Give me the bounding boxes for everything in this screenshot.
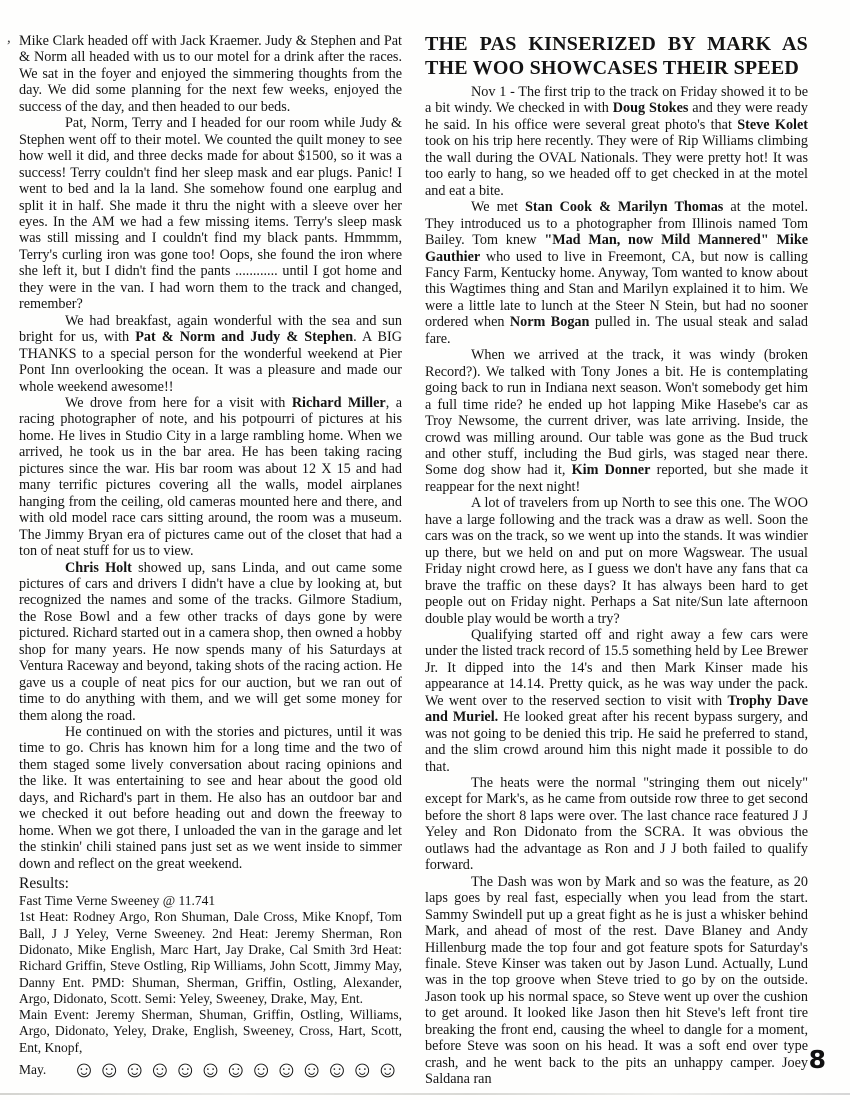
results-heading: Results: [19, 875, 69, 893]
paragraph: Qualifying started off and right away a few cars were under the listed track record of 15.5 something held by Lee Brewer Jr. It dipped into the 14's and then Mark Kinser made his appearance at 14.14. Pretty quick, as he was way under the pack. We went over to the reserved section to visit with Trophy Dave and Muriel. He looked great after his recent bypass surgery, and was not going to be denied this trip. He said he preferred to stand, and the slim crowd around him this night made it possible to do that. [425, 626, 808, 775]
smiley-icon: ☺ [299, 1057, 326, 1083]
results-section [19, 874, 402, 1081]
fast-time-line: Fast Time Verne Sweeney @ 11.741 [19, 893, 216, 909]
heats-results-line: 1st Heat: Rodney Argo, Ron Shuman, Dale Cross, Mike Knopf, Tom Ball, J J Yeley, Verne Sweeney. 2nd Heat: Jeremy Sherman, Ron Didonato, Mike English, Marc Hart, Jay Drake, Cal Smith 3rd Heat: Richard Griffin, Steve Ostling, Rip Williams, John Scott, Jimmy May, Danny Ent. PMD: Shuman, Sherman, Griffin, Ostling, Alexander, Argo, Didonato, Scott. Semi: Yeley, Sweeney, Drake, May, Ent. [19, 909, 402, 1006]
smiley-icon: ☺ [97, 1057, 123, 1083]
smiley-icon: ☺ [224, 1057, 250, 1083]
smiley-row [19, 1058, 402, 1081]
smiley-icon: ☺ [350, 1057, 376, 1083]
smiley-icon: ☺ [375, 1057, 402, 1083]
paragraph: Nov 1 - The first trip to the track on Friday showed it to be a bit windy. We checked in with Doug Stokes and they were ready he said. In his office were several great photo's that Steve Kolet took on his trip here recently. They were of Rip Williams climbing the wall during the OVAL Nationals. They were pretty hot! It was too early to hang, so we headed off to get checked in at the motel and eat a bite. [425, 84, 808, 199]
smiley-icon: ☺ [72, 1057, 98, 1083]
paragraph: We had breakfast, again wonderful with the sea and sun bright for us, with Pat & Norm and Judy & Stephen. A BIG THANKS to a special person for the wonderful weekend at Pier Pont Inn overlooking the ocean. It was a pleasure and made our whole weekend awesome!! [19, 312, 402, 395]
page-number: 8 [808, 1045, 826, 1074]
paragraph: Pat, Norm, Terry and I headed for our room while Judy & Stephen went off to their motel. We counted the quilt money to see how well it did, and three decks made for about $1500, so it was a success! Terry couldn't find her sleep mask and ear plugs. Panic! I went to bed and la la land. She somehow found one earplug and split it in half. She made it thru the night with a sleeve over her eyes. In the AM we had a few missing items. Terry's sleep mask was still missing and I couldn't find my black pants. Hmmmm, Terry's curling iron was gone too! Oops, she found the iron where she left it, but I didn't find the pants ............ until I got home and they were in the van. I had worn them to the track and changed, remember? [19, 115, 402, 313]
article-headline: THE PAS KINSERIZED BY MARK AS THE WOO SHOWCASES THEIR SPEED [425, 33, 808, 79]
paragraph: When we arrived at the track, it was windy (broken Record?). We talked with Tony Jones a bit. He is contemplating going back to run in Indiana next season. Won't somebody get him a full time ride? he ended up hot lapping Mike Hasebe's car as Troy Newsome, the current driver, was late arriving. Inside, the crowd was milling around. Our table was gone as the Bud truck and other stuff, including the Bud girls, was staged near there. Some dog show had it, Kim Donner reported, but she made it reappear for the next night! [425, 347, 809, 495]
left-column [19, 33, 402, 1088]
right-column [425, 33, 808, 1088]
paragraph: We met Stan Cook & Marilyn Thomas at the motel. They introduced us to a photographer from Illinois named Tom Bailey. Tom knew "Mad Man, now Mild Mannered" Mike Gauthier who used to live in Freemont, CA, but now is calling Fancy Farm, Kentucky home. Anyway, Tom wanted to know about this Wagtimes thing and Stan and Marilyn explained it to him. We were a little late to lunch at the Steer N Stein, but had no sooner ordered when Norm Bogan pulled in. The usual steak and salad fare. [425, 199, 809, 347]
smiley-icon: ☺ [198, 1057, 225, 1083]
scan-edge-artifact [0, 1093, 850, 1095]
paragraph: We drove from here for a visit with Richard Miller, a racing photographer of note, and his potpourri of pictures at his home. He lives in Studio City in a large rambling home. When we arrived, he took us in the bar area. He has been taking racing pictures since the war. His bar room was about 12 X 15 and had many terrific pictures covering all the walls, model airplanes hanging from the ceiling, old cameras mounted here and there, and with old model race cars sitting around, the room was a museum. The Jimmy Bryan era of pictures came out of the closet that had a ton of neat stuff for us to view. [19, 394, 402, 560]
paragraph: Mike Clark headed off with Jack Kraemer. Judy & Stephen and Pat & Norm all headed with us to our motel for a drink after the races. We sat in the foyer and enjoyed the simmering thoughts from the day. We did some planning for the next few weeks, enjoyed the success of the day, and then headed to our beds. [19, 33, 402, 115]
smiley-icon: ☺ [249, 1057, 275, 1083]
smiley-icon: ☺ [274, 1057, 300, 1083]
smiley-icon: ☺ [148, 1057, 174, 1083]
scan-artifact-mark: , [7, 30, 11, 46]
main-event-line: Main Event: Jeremy Sherman, Shuman, Griffin, Ostling, Williams, Argo, Didonato, Yeley, Drake, English, Sweeney, Cross, Hart, Scott, Ent, Knopf, [19, 1007, 402, 1055]
paragraph: The heats were the normal "stringing them out nicely" except for Mark's, as he came from outside row three to get second before the short 8 laps were over. The last chance race featured J J Yeley and Ron Didonato from the SCRA. It was obvious the outlaws had the advantage as Ron and J J both failed to qualify forward. [425, 775, 808, 874]
smiley-icon: ☺ [122, 1057, 149, 1083]
smiley-icons [72, 1058, 401, 1081]
main-event-trailing-word: May. [19, 1061, 47, 1077]
paragraph: The Dash was won by Mark and so was the feature, as 20 laps goes by real fast, especially when you lead from the start. Sammy Swindell put up a great fight as he is just a whisker behind Mark, and ahead of most of the rest. Dave Blaney and Andy Hillenburg made the top four and got feature spots for Saturday's finale. Steve Kinser was taken out by Jason Lund. Actually, Lund was in the top groove when Steve tried to go by on the outside. Jason took up his normal space, so Steve went up over the cushion to get around. It looked like Jason then hit Steve's left front tire breaking the front end, causing the wheel to dangle for a moment, before Steve was soon on his head. It was a soft end over type crash, and he went back to the pits an unhappy camper. Joey Saldana ran [425, 873, 808, 1088]
smiley-icon: ☺ [325, 1057, 351, 1083]
paragraph: He continued on with the stories and pictures, until it was time to go. Chris has known him for a long time and the two of them staged some lively conversation about racing opinions and the like. It was entertaining to see and hear about the good old days, and Richard's part in them. He also has an outdoor bar and we checked it out before heading out and down the freeway to home. When we got there, I unloaded the van in the garage and let the stinkin' chili stained pans just set as we went inside to simmer down and reflect on the great weekend. [19, 724, 402, 872]
smiley-icon: ☺ [173, 1057, 199, 1083]
paragraph: A lot of travelers from up North to see this one. The WOO have a large following and the track was a draw as well. Soon the cars was on the track, so we went up into the stands. It was windier up there, but we held on and put on more Wagswear. The usual Friday night crowd here, as I guess we don't have any fans that ca brave the traffic on these days? It has always been hard to get people out on Friday night. Perhaps a Sat nite/Sun late afternoon double play would be worth a try? [425, 495, 808, 627]
paragraph: Chris Holt showed up, sans Linda, and out came some pictures of cars and drivers I didn't have a clue by looking at, but recognized the names and some of the tracks. Gilmore Stadium, the Rose Bowl and a few other tracks of days gone by were pictured. Richard started out in a camera shop, then owned a hobby shop for many years. He now spends many of his Saturdays at Ventura Raceway and beyond, taking shots of the racing action. He gave us a couple of neat pics for our auction, but we ran out of time to do anything with them, and we will get some money for them along the road. [19, 559, 403, 724]
